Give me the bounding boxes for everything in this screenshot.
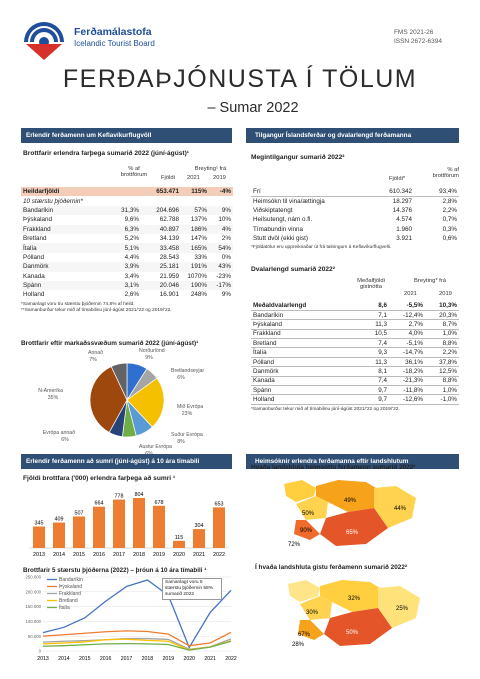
purpose-row-pct: 93,4% xyxy=(414,187,459,196)
nationality-row xyxy=(21,225,233,234)
nationality-row-c2021: 165% xyxy=(181,243,209,252)
line-x-tick: 2019 xyxy=(162,656,175,662)
section-bar-ten-years: Erlendir ferðamenn að sumri (júní-ágúst) á 10 ára tímabili xyxy=(21,454,232,469)
bar-category-label: 2021 xyxy=(193,552,205,558)
stay-row-label: Pólland xyxy=(251,357,351,366)
map2-label-north: 32% xyxy=(348,596,361,602)
stay-row-nights: 11,3 xyxy=(351,357,389,366)
nationality-row-count: 28.543 xyxy=(159,253,179,261)
line-chart-title: Brottfarir 5 stærstu þjóðerna (2022) – þróun á 10 ára tímabili ¹ xyxy=(23,567,207,574)
bar-category-label: 2017 xyxy=(113,552,125,558)
stay-row-nights: 9,7 xyxy=(351,395,389,404)
col-pct-line2: brottförum xyxy=(120,172,148,178)
nationality-row xyxy=(21,215,233,224)
purpose-title: Megintilgangur sumarið 2022² xyxy=(251,154,345,161)
stay-total-row xyxy=(251,301,459,310)
line-x-tick: 2015 xyxy=(79,656,91,662)
pie-label-name: N-Ameríka xyxy=(38,388,63,394)
bar xyxy=(113,500,125,548)
stay-row-nights: 8,1 xyxy=(351,367,389,376)
map1-label-capital: 72% xyxy=(288,542,301,548)
line-x-tick: 2018 xyxy=(141,656,154,662)
purpose-row-label: Viðskiptatengt xyxy=(253,206,293,214)
line-y-tick: 50.000 xyxy=(27,633,41,639)
legend-label: Þýskaland xyxy=(59,584,83,590)
bar xyxy=(33,527,45,548)
purpose-row-pct: 0,7% xyxy=(442,216,457,224)
nationality-row-pct: 2,6% xyxy=(124,291,139,299)
stay-row-c2019: 2,2% xyxy=(425,348,459,357)
col-change-header: Breyting¹ frá xyxy=(194,166,227,172)
stay-row-nights: 7,1 xyxy=(351,310,389,319)
nationality-row-c2019: 10% xyxy=(218,216,231,224)
bar-category-label: 2019 xyxy=(153,552,165,558)
line-x-tick: 2021 xyxy=(204,656,216,662)
line-chart-annotation: Samanlagt voru 5 stærstu þjóðernin 58% sumarið 2022 xyxy=(162,578,222,600)
stay-row xyxy=(251,376,459,385)
stay-row-nights: 11,3 xyxy=(351,320,389,329)
purpose-row-pct: 2,2% xyxy=(442,206,457,214)
pie-label-pct: 7% xyxy=(89,357,97,363)
stay-row-nights: 9,7 xyxy=(351,386,389,395)
stay-row-label: Bandaríkin xyxy=(251,310,351,319)
line-x-tick: 2013 xyxy=(37,656,49,662)
nationality-row-c2019: 2% xyxy=(221,235,231,243)
total-label: Heildarfjöldi xyxy=(21,187,111,196)
bar-category-label: 2018 xyxy=(133,552,145,558)
pie-label-name: Mið Evrópa xyxy=(177,404,204,410)
line-y-tick: 150.000 xyxy=(25,604,41,610)
nationality-row-c2021: 33% xyxy=(194,253,207,261)
bar-category-label: 2020 xyxy=(173,552,185,558)
nationality-row-c2019: 0% xyxy=(221,253,231,261)
nationality-row-label: Ítalía xyxy=(21,243,111,252)
nationality-row-label: Pólland xyxy=(23,253,45,261)
bar-category-label: 2014 xyxy=(53,552,65,558)
nationality-row-count: 20.046 xyxy=(141,281,181,290)
stay-title: Dvalarlengd sumarið 2022² xyxy=(251,266,335,273)
purpose-row-count: 610.342 xyxy=(359,187,414,196)
stay-row-label: Bretland xyxy=(251,339,351,348)
stay-row xyxy=(251,339,459,348)
stay-row-c2021: 2,7% xyxy=(389,320,425,329)
stay-row-c2021: 36,1% xyxy=(389,357,425,366)
stay-row-nights: 9,3 xyxy=(351,348,389,357)
nationality-row xyxy=(21,243,233,252)
col-pct-header xyxy=(115,166,153,178)
stay-row-c2019: 12,5% xyxy=(425,367,459,376)
nationality-row-pct: 5,1% xyxy=(111,243,141,252)
nationality-row-count: 16.901 xyxy=(159,291,179,299)
section-bar-purpose: Tilgangur Íslandsferðar og dvalarlengd ferðamanna xyxy=(246,128,459,143)
nationality-row-c2019: 9% xyxy=(221,291,231,299)
stay-row-c2019: -1,0% xyxy=(425,395,459,404)
bar-value-label: 115 xyxy=(174,534,184,541)
nationality-row-c2019: 54% xyxy=(209,243,233,252)
nationality-row-label: Þýskaland xyxy=(23,216,53,224)
nationality-row-c2019: 4% xyxy=(209,225,233,234)
nationality-row-c2019: 9% xyxy=(209,206,233,215)
page-subtitle: – Sumar 2022 xyxy=(207,100,299,116)
region-south xyxy=(320,508,388,546)
stay-row-c2021: -14,7% xyxy=(389,348,425,357)
total-pct xyxy=(111,187,141,196)
departures-note-2: **Samanburður tekur mið af tímabilinu júní-ágúst 2021/'22 og 2019/'22. xyxy=(21,307,172,313)
purpose-row-pct: 0,3% xyxy=(442,225,457,233)
bar-chart-title: Fjöldi brottfara ('000) erlendra farþega að sumri ¹ xyxy=(23,475,176,482)
line-x-tick: 2016 xyxy=(99,656,112,662)
total-change-2019: -4% xyxy=(209,187,233,196)
nationality-row xyxy=(21,281,233,290)
stay-row-c2021: -5,1% xyxy=(389,339,425,348)
stay-row-nights: 10,5 xyxy=(351,329,389,338)
stay-row xyxy=(251,357,459,366)
purpose-row-count: 4.574 xyxy=(396,216,412,224)
stay-row-c2021: -12,6% xyxy=(389,395,425,404)
purpose-col-pct xyxy=(420,167,459,179)
legend-label: Bretland xyxy=(59,598,78,604)
bar-value-label: 304 xyxy=(194,523,204,530)
map2-title: Í hvaða landshluta gistu ferðamenn sumarið 2022² xyxy=(255,564,407,571)
pie-label-name: Suður Evrópa xyxy=(171,432,203,438)
bar xyxy=(93,507,105,548)
map1-label-west: 50% xyxy=(302,511,315,517)
section-bar-regions: Heimsóknir erlendra ferðamanna eftir landshlutum xyxy=(246,454,459,469)
stay-note: *Samanburður tekur mið af tímabilinu júní-ágúst 2021/'22 og 2019/'22. xyxy=(251,406,400,412)
stay-col-change: Breyting* frá xyxy=(414,278,446,284)
nationality-row-pct: 3,4% xyxy=(124,272,139,280)
map2-label-capital: 67% xyxy=(298,632,311,638)
legend-label: Ítalía xyxy=(59,605,70,611)
nationality-row-c2021: 186% xyxy=(181,225,209,234)
stay-row-label: Þýskaland xyxy=(251,320,351,329)
stay-row-label: Danmörk xyxy=(251,367,351,376)
pie-label-pct: 6% xyxy=(61,437,69,443)
line-x-tick: 2020 xyxy=(183,656,195,662)
stay-row-c2019: 1,0% xyxy=(425,386,459,395)
pie-label-pct: 35% xyxy=(47,395,59,401)
purpose-row xyxy=(251,215,459,224)
nationality-row xyxy=(21,272,233,281)
stay-total-2019: 10,3% xyxy=(425,301,459,310)
nationality-row xyxy=(21,290,233,299)
nationality-row-count: 21.959 xyxy=(159,272,179,280)
bar-category-label: 2013 xyxy=(33,552,45,558)
stay-row xyxy=(251,329,459,338)
bar xyxy=(133,498,145,548)
purpose-col-pct-1: % af xyxy=(447,167,459,173)
map1-title: Hvaða landshluta heimsóttu ferðamenn sumarið 2022² xyxy=(251,464,416,471)
map1-label-north: 49% xyxy=(344,498,357,504)
nationality-row-label: Holland xyxy=(23,291,45,299)
bar-category-label: 2022 xyxy=(213,552,225,558)
map2-label-west: 30% xyxy=(306,610,319,616)
purpose-row-label: Tímabundin vinna xyxy=(253,225,304,233)
bar-value-label: 804 xyxy=(134,491,144,498)
stay-row-c2019: 8,8% xyxy=(425,339,459,348)
nationality-row-pct: 4,4% xyxy=(124,253,139,261)
nationality-row-pct: 3,9% xyxy=(111,262,141,271)
nationality-row-c2021: 190% xyxy=(181,281,209,290)
bar xyxy=(173,541,185,548)
legend-label: Bandaríkin xyxy=(59,577,83,583)
nationality-row-c2019: -17% xyxy=(209,281,233,290)
pie-label-pct: 6% xyxy=(177,375,185,381)
nationality-row-c2021: 137% xyxy=(190,216,207,224)
line-y-tick: 100.000 xyxy=(25,619,41,624)
nationality-row-label: Frakkland xyxy=(21,225,111,234)
total-change-2021: 115% xyxy=(181,187,209,196)
nationality-row-pct: 31,3% xyxy=(111,206,141,215)
nationality-row-pct: 3,1% xyxy=(111,281,141,290)
purpose-row-count: 18.297 xyxy=(392,197,412,205)
pie-label-name: Annað xyxy=(87,350,103,356)
nationality-row xyxy=(21,206,233,215)
nationality-row-c2019: 43% xyxy=(209,262,233,271)
stay-row-c2021: -11,8% xyxy=(389,386,425,395)
purpose-row xyxy=(251,187,459,196)
page-title: FERÐAÞJÓNUSTA Í TÖLUM xyxy=(62,65,418,93)
purpose-row xyxy=(251,234,459,243)
departures-rows xyxy=(21,187,233,300)
pie-label-name: Bretlandseyjar xyxy=(171,368,205,374)
stay-row-c2019: 8,7% xyxy=(425,320,459,329)
purpose-col-count: Fjöldi* xyxy=(389,176,406,182)
purpose-note: *Fjöldatölur eru uppreiknaðar út frá talningum á Keflavíkurflugvelli. xyxy=(251,245,392,251)
line-x-tick: 2022 xyxy=(225,656,237,662)
nationality-row xyxy=(21,234,233,243)
nationality-row-c2021: 147% xyxy=(190,235,207,243)
stay-row-c2019: 37,8% xyxy=(425,357,459,366)
map1-label-east: 44% xyxy=(394,506,407,512)
iceland-stayed-map xyxy=(280,574,440,654)
pie-label-name: Austur Evrópa xyxy=(139,444,172,450)
map2-label-east: 25% xyxy=(396,606,409,612)
col-2021-header: 2021 xyxy=(187,175,200,181)
departures-table-title: Brottfarir erlendra farþega sumarið 2022 (júní-ágúst)¹ xyxy=(23,150,189,157)
nationality-row-c2019: -23% xyxy=(216,272,231,280)
issn: ISSN 2672-6394 xyxy=(393,38,442,45)
pie-label-pct: 9% xyxy=(145,355,153,361)
stay-rows xyxy=(251,301,459,405)
section-bar-keflavik: Erlendir ferðamenn um Keflavíkurflugvöll xyxy=(21,128,232,143)
purpose-row-count: 1.960 xyxy=(396,225,412,233)
stay-row-c2019: 20,3% xyxy=(425,310,459,319)
pie-label-pct: 23% xyxy=(181,411,193,417)
nationality-row-count: 34.139 xyxy=(159,235,179,243)
stay-row-c2021: -21,3% xyxy=(389,376,425,385)
stay-table xyxy=(251,277,459,413)
stay-row xyxy=(251,367,459,376)
line-y-tick: 250.000 xyxy=(25,574,41,580)
departures-bar-chart xyxy=(21,482,233,562)
region2-south xyxy=(324,608,392,646)
stay-row xyxy=(251,310,459,319)
nationality-row xyxy=(21,262,233,271)
stay-total-label: Meðaldvalarlengd xyxy=(251,301,351,310)
bar xyxy=(53,523,65,548)
bar xyxy=(213,507,225,548)
bar-value-label: 345 xyxy=(34,520,44,527)
bar-value-label: 664 xyxy=(94,500,104,507)
purpose-row-count: 14.376 xyxy=(392,206,412,214)
purpose-col-pct-2: brottförum xyxy=(432,173,459,179)
stay-row-nights: 7,4 xyxy=(351,376,389,385)
departures-note-1: *Samanlagt voru tíu stærstu þjóðernin 74,8% af heild. xyxy=(21,301,135,307)
bar-category-label: 2015 xyxy=(73,552,85,558)
map1-label-south: 65% xyxy=(346,530,359,536)
nationality-row-label: Danmörk xyxy=(21,262,111,271)
nationality-row-count: 33.458 xyxy=(141,243,181,252)
stay-row-c2021: 4,0% xyxy=(389,329,425,338)
purpose-table xyxy=(251,163,459,252)
stay-row-label: Frakkland xyxy=(251,329,351,338)
stay-row-label: Spánn xyxy=(251,386,351,395)
map2-label-reykjanes: 28% xyxy=(292,642,305,648)
stay-row-c2021: -12,4% xyxy=(389,310,425,319)
map2-label-south: 50% xyxy=(346,630,359,636)
pie-label-name: Evrópa annað xyxy=(42,430,75,436)
logo-name: Ferðamálastofa xyxy=(74,26,152,38)
nationality-row xyxy=(21,253,233,262)
bar-value-label: 653 xyxy=(214,501,224,508)
bar-category-label: 2016 xyxy=(93,552,105,558)
top10-label: 10 stærstu þjóðernin* xyxy=(23,197,83,205)
stay-row-c2019: 1,0% xyxy=(425,329,459,338)
bar-value-label: 678 xyxy=(154,499,164,506)
nationality-row-c2021: 248% xyxy=(190,291,207,299)
bar xyxy=(73,516,85,548)
nationality-row-count: 62.788 xyxy=(159,216,179,224)
bar xyxy=(193,529,205,548)
stay-row-c2021: -18,2% xyxy=(389,367,425,376)
nationality-row-pct: 6,3% xyxy=(111,225,141,234)
stay-row xyxy=(251,320,459,329)
stay-row-nights: 7,4 xyxy=(351,339,389,348)
stay-row xyxy=(251,386,459,395)
stay-row-label: Kanada xyxy=(251,376,351,385)
col-pct-line1: % af xyxy=(128,166,140,172)
purpose-row-pct: 2,8% xyxy=(442,197,457,205)
col-count-header: Fjöldi xyxy=(161,175,175,181)
bar-value-label: 409 xyxy=(54,516,64,523)
nationality-row-pct: 9,6% xyxy=(124,216,139,224)
nationality-row-count: 40.897 xyxy=(141,225,181,234)
purpose-row-label: Heimsókn til vina/ættingja xyxy=(253,197,325,205)
purpose-row-label: Frí xyxy=(251,187,359,196)
nationality-row-c2021: 1070% xyxy=(187,272,207,280)
nationality-row-count: 25.181 xyxy=(141,262,181,271)
line-x-tick: 2017 xyxy=(120,656,133,662)
tourist-board-logo xyxy=(20,20,68,60)
pie-label-pct: 8% xyxy=(177,439,185,445)
nationality-row-c2021: 57% xyxy=(181,206,209,215)
departures-table xyxy=(21,162,233,314)
purpose-row-label: Stutt dvöl (ekki gist) xyxy=(253,235,308,243)
market-area-pie-chart xyxy=(21,348,233,448)
bar-value-label: 778 xyxy=(114,493,124,500)
line-x-tick: 2014 xyxy=(58,656,70,662)
nationality-row-label: Bandaríkin xyxy=(21,206,111,215)
nationality-row-c2021: 191% xyxy=(181,262,209,271)
nationality-row-count: 204.696 xyxy=(141,206,181,215)
document-ids xyxy=(394,28,442,46)
stay-row-c2019: 8,8% xyxy=(425,376,459,385)
doc-code: FMS 2021-26 xyxy=(393,29,434,36)
col-2019-header: 2019 xyxy=(213,175,226,181)
stay-col-nights xyxy=(347,278,395,290)
stay-total-nights: 8,6 xyxy=(351,301,389,310)
purpose-row-pct: 0,6% xyxy=(442,235,457,243)
nationality-row-pct: 5,2% xyxy=(124,235,139,243)
stay-total-2021: -5,5% xyxy=(389,301,425,310)
bar-value-label: 507 xyxy=(74,510,84,517)
iceland-visited-map xyxy=(276,474,436,554)
purpose-row xyxy=(251,225,459,234)
stay-col-2021: 2021 xyxy=(404,291,417,297)
stay-col-nights-1: Meðalfjöldi xyxy=(357,278,385,284)
pie-title: Brottfarir eftir markaðssvæðum sumarið 2022 (júní-ágúst)¹ xyxy=(21,340,199,347)
purpose-row xyxy=(251,206,459,215)
stay-row xyxy=(251,395,459,404)
purpose-rows xyxy=(251,187,459,243)
legend-label: Frakkland xyxy=(59,591,81,597)
bar xyxy=(153,506,165,548)
line-y-tick: 0 xyxy=(38,648,41,654)
stay-col-2019: 2019 xyxy=(439,291,452,297)
stay-row xyxy=(251,348,459,357)
stay-row-label: Holland xyxy=(251,395,351,404)
nationality-row-label: Kanada xyxy=(23,272,45,280)
pie-label-name: Norðurlönd xyxy=(139,348,165,354)
nationality-row-label: Spánn xyxy=(21,281,111,290)
map1-label-reykjanes: 90% xyxy=(300,528,313,534)
total-row xyxy=(21,187,233,196)
logo-subtitle: Icelandic Tourist Board xyxy=(74,39,155,48)
purpose-row-count: 3.921 xyxy=(396,235,412,243)
nationality-row-label: Bretland xyxy=(23,235,47,243)
stay-row-label: Ítalía xyxy=(251,348,351,357)
line-y-tick: 200.000 xyxy=(25,589,41,595)
total-count: 653.471 xyxy=(141,187,181,196)
purpose-row xyxy=(251,196,459,205)
stay-col-nights-2: gistnótta xyxy=(360,284,382,290)
purpose-row-label: Heilsutengt, nám o.fl. xyxy=(253,216,313,224)
